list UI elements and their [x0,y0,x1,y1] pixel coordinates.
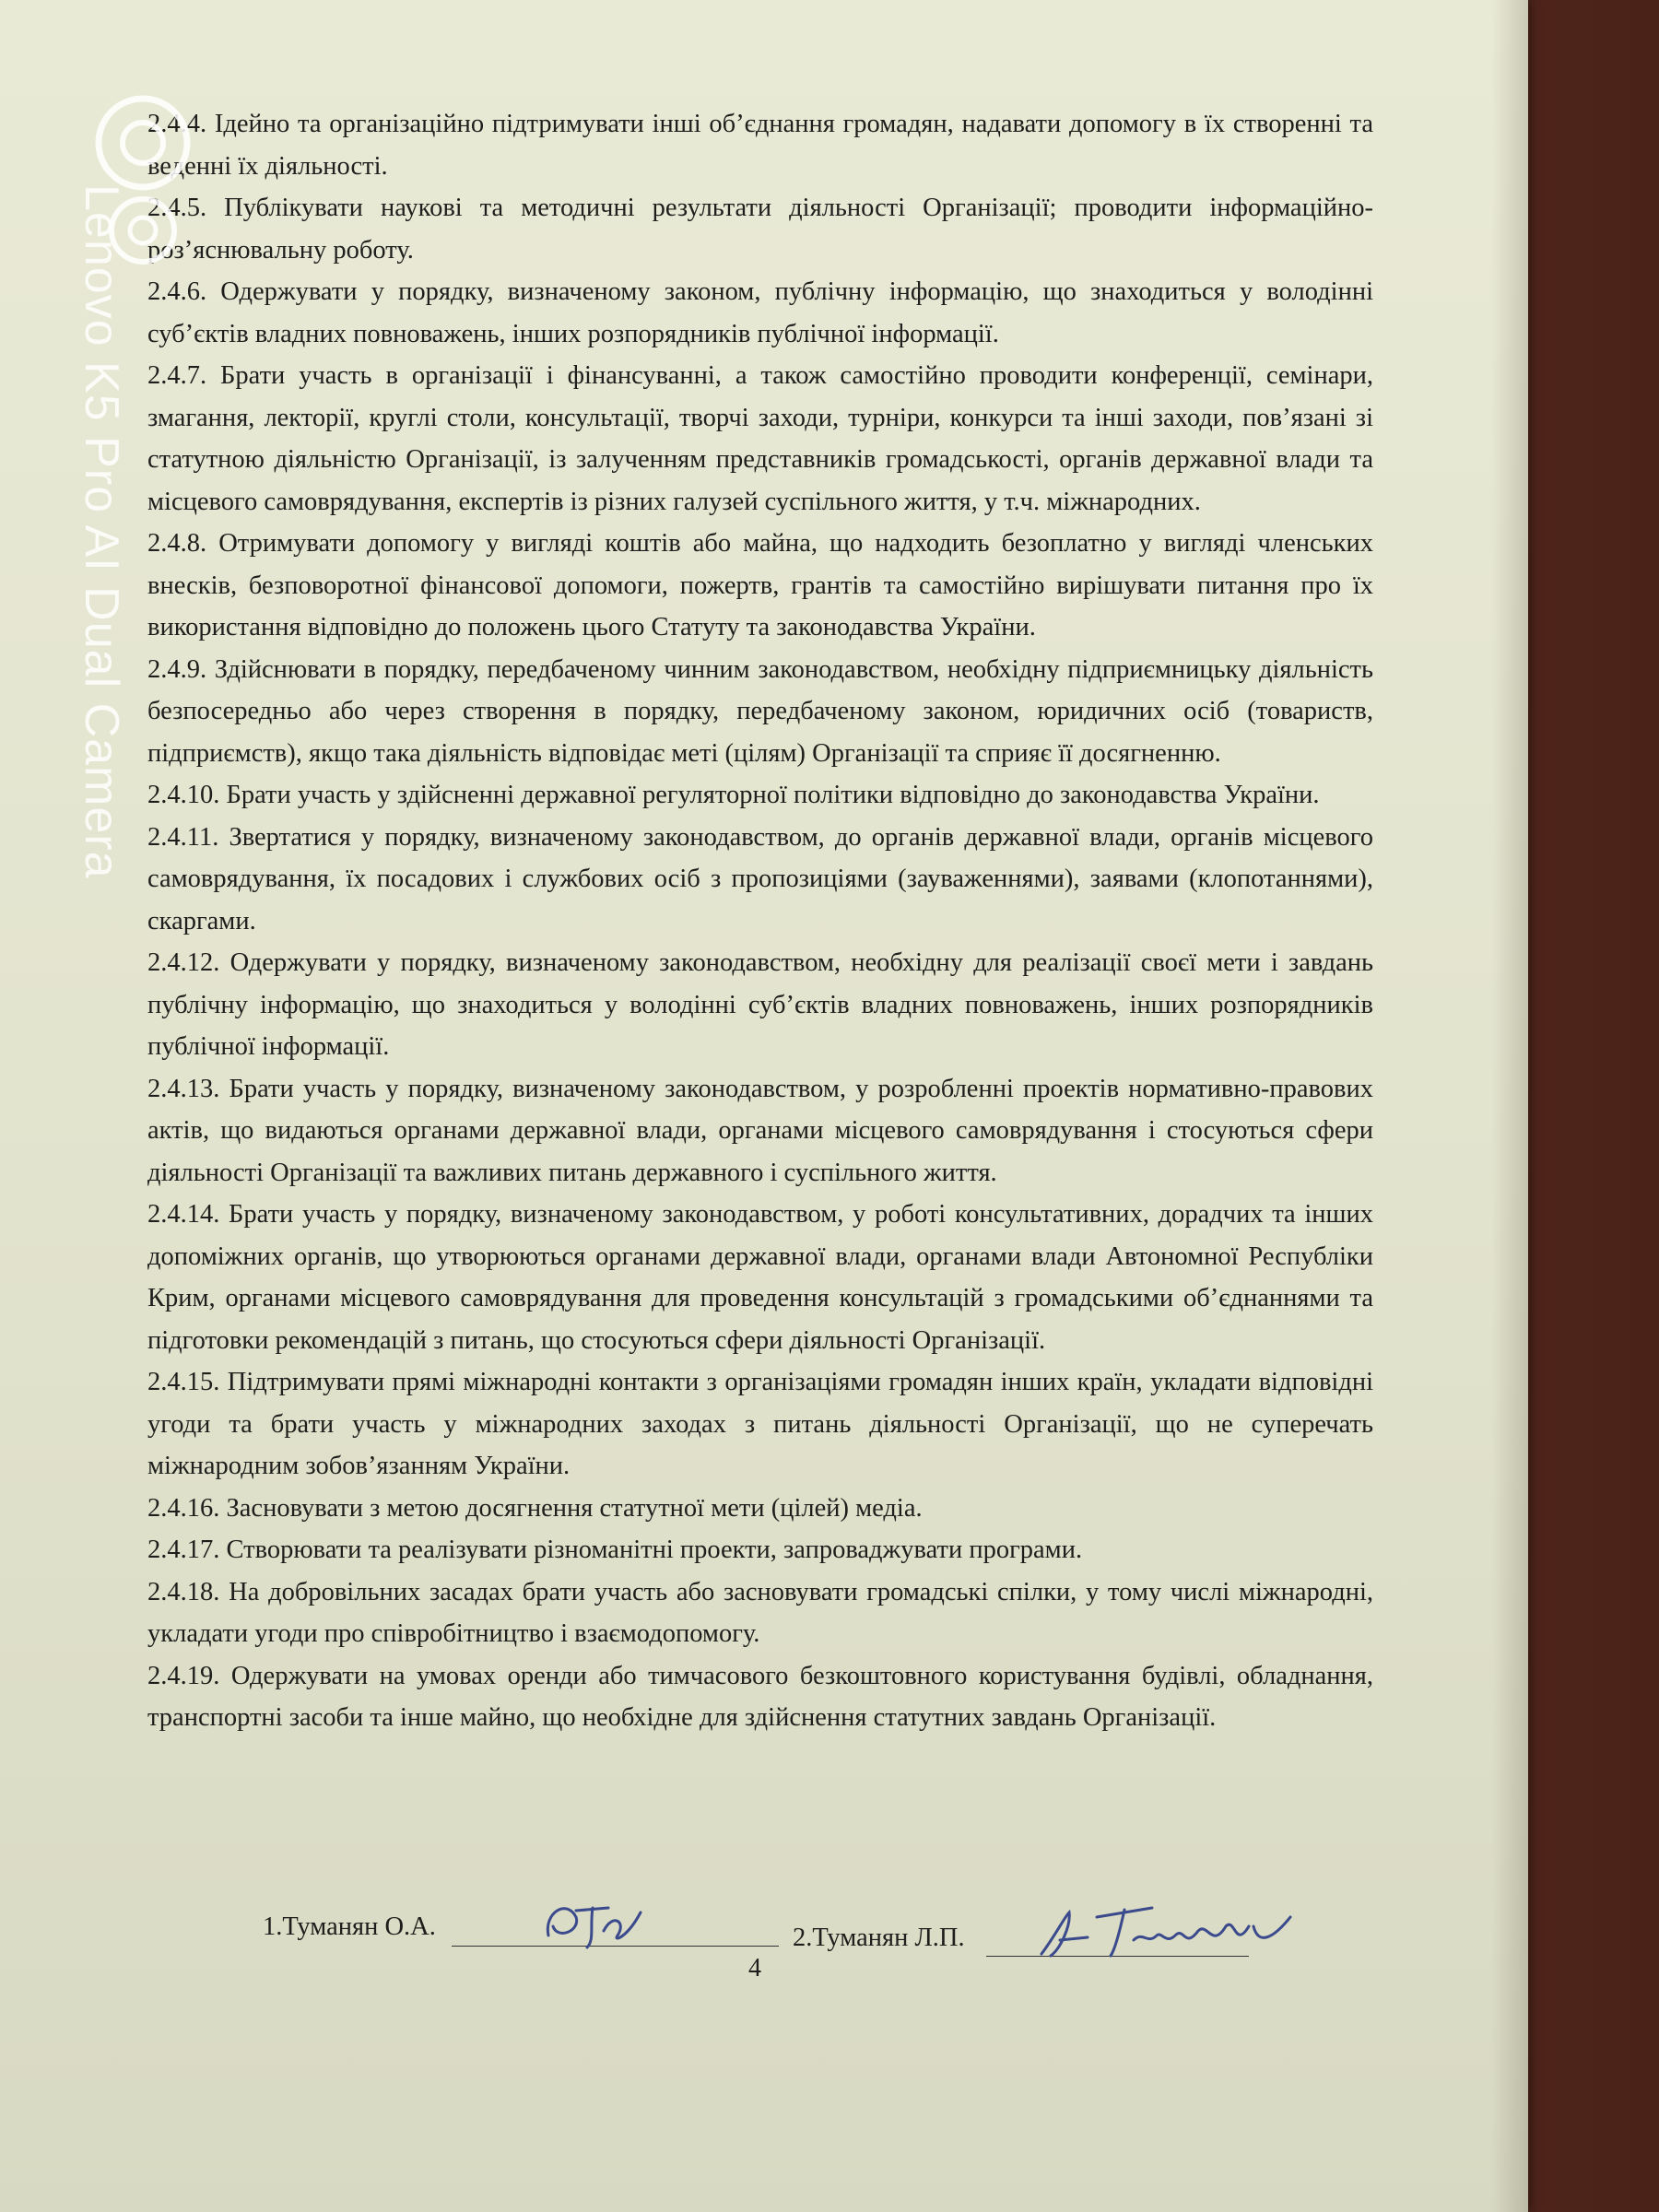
paragraph-2-4-17: 2.4.17. Створювати та реалізувати різноманітні проекти, запроваджувати програми. [147,1535,1083,1564]
page-number: 4 [748,1954,761,1983]
paragraph-2-4-16: 2.4.16. Засновувати з метою досягнення статутної мети (цілей) медіа. [147,1493,923,1523]
paragraph-2-4-5: 2.4.5. Публікувати наукові та методичні результати діяльності Організації; проводити інформаційно-роз’яснювальну роботу. [147,194,1373,265]
camera-watermark-text: Lenovo K5 Pro AI Dual Camera [75,184,128,879]
paragraph-2-4-19: 2.4.19. Одержувати на умовах оренди або тимчасового безкоштовного користування будівлі, обладнання, транспортні засоби та інше майно, що необхідне для здійснення статутних завдань Організації. [147,1661,1373,1732]
paragraph-2-4-14: 2.4.14. Брати участь у порядку, визначеному законодавством, у роботі консультативних, дорадчих та інших допоміжних органів, що утворюються органами державної влади, органами влади Автономної Республіки Крим, органами місцевого самоврядування для проведення консультацій з громадськими об’єднаннями та підготовки рекомендацій з питань, що стосуються сфери діяльності Організації. [147,1200,1373,1355]
paragraph-2-4-13: 2.4.13. Брати участь у порядку, визначеному законодавством, у розробленні проектів нормативно-правових актів, що видаються органами державної влади, органами місцевого самоврядування і стосуються сфери діяльності Організації та важливих питань державного і суспільного життя. [147,1074,1373,1187]
signatory-2-name: 2.Туманян Л.П. [793,1924,965,1952]
paragraph-2-4-6: 2.4.6. Одержувати у порядку, визначеному законом, публічну інформацію, що знаходиться у володінні суб’єктів владних повноважень, інших розпорядників публічної інформації. [147,277,1373,348]
paragraph-2-4-11: 2.4.11. Звертатися у порядку, визначеному законодавством, до органів державної влади, органів місцевого самоврядування, їх посадових і службових осіб з пропозиціями (зауваженнями), заявами (клопотаннями), скаргами. [147,822,1373,935]
paragraph-2-4-10: 2.4.10. Брати участь у здійсненні державної регуляторної політики відповідно до законодавства України. [147,781,1320,809]
signatory-1-name: 1.Туманян О.А. [263,1912,436,1941]
page-edge-shadow [1491,0,1528,2212]
signature-row [263,1903,1323,1959]
handwritten-signature-1 [539,1894,659,1959]
paragraph-2-4-15: 2.4.15. Підтримувати прямі міжнародні контакти з організаціями громадян інших країн, укладати відповідні угоди та брати участь у міжнародних заходах з питань діяльності Організації, що не суперечать міжнародним зобов’язанням України. [147,1368,1373,1480]
document-body [147,103,1373,1739]
paragraph-2-4-12: 2.4.12. Одержувати у порядку, визначеному законодавством, необхідну для реалізації своєї мети і завдань публічну інформацію, що знаходиться у володінні суб’єктів владних повноважень, інших розпорядників публічної інформації. [147,948,1373,1061]
paragraph-2-4-4: 2.4.4. Ідейно та організаційно підтримувати інші об’єднання громадян, надавати допомогу в їх створенні та веденні їх діяльності. [147,110,1373,181]
paragraph-2-4-8: 2.4.8. Отримувати допомогу у вигляді коштів або майна, що надходить безоплатно у вигляді членських внесків, безповоротної фінансової допомоги, пожертв, грантів та самостійно вирішувати питання про їх використання відповідно до положень цього Статуту та законодавства України. [147,529,1373,641]
paragraph-2-4-9: 2.4.9. Здійснювати в порядку, передбаченому чинним законодавством, необхідну підприємницьку діяльність безпосередньо або через створення в порядку, передбаченому законом, юридичних осіб (товариств, підприємств), якщо така діяльність відповідає меті (цілям) Організації та сприяє її досягненню. [147,654,1373,768]
paragraph-2-4-18: 2.4.18. На добровільних засадах брати участь або засновувати громадські спілки, у тому числі міжнародні, укладати угоди про співробітництво і взаємодопомогу. [147,1577,1373,1648]
paragraph-2-4-7: 2.4.7. Брати участь в організації і фінансуванні, а також самостійно проводити конференції, семінари, змагання, лекторії, круглі столи, консультації, творчі заходи, турніри, конкурси та інші заходи, пов’язані зі статутною діяльністю Організації, із залученням представників громадськості, органів державної влади та місцевого самоврядування, експертів із різних галузей суспільного життя, у т.ч. міжнародних. [147,361,1373,516]
handwritten-signature-2 [1032,1899,1300,1968]
